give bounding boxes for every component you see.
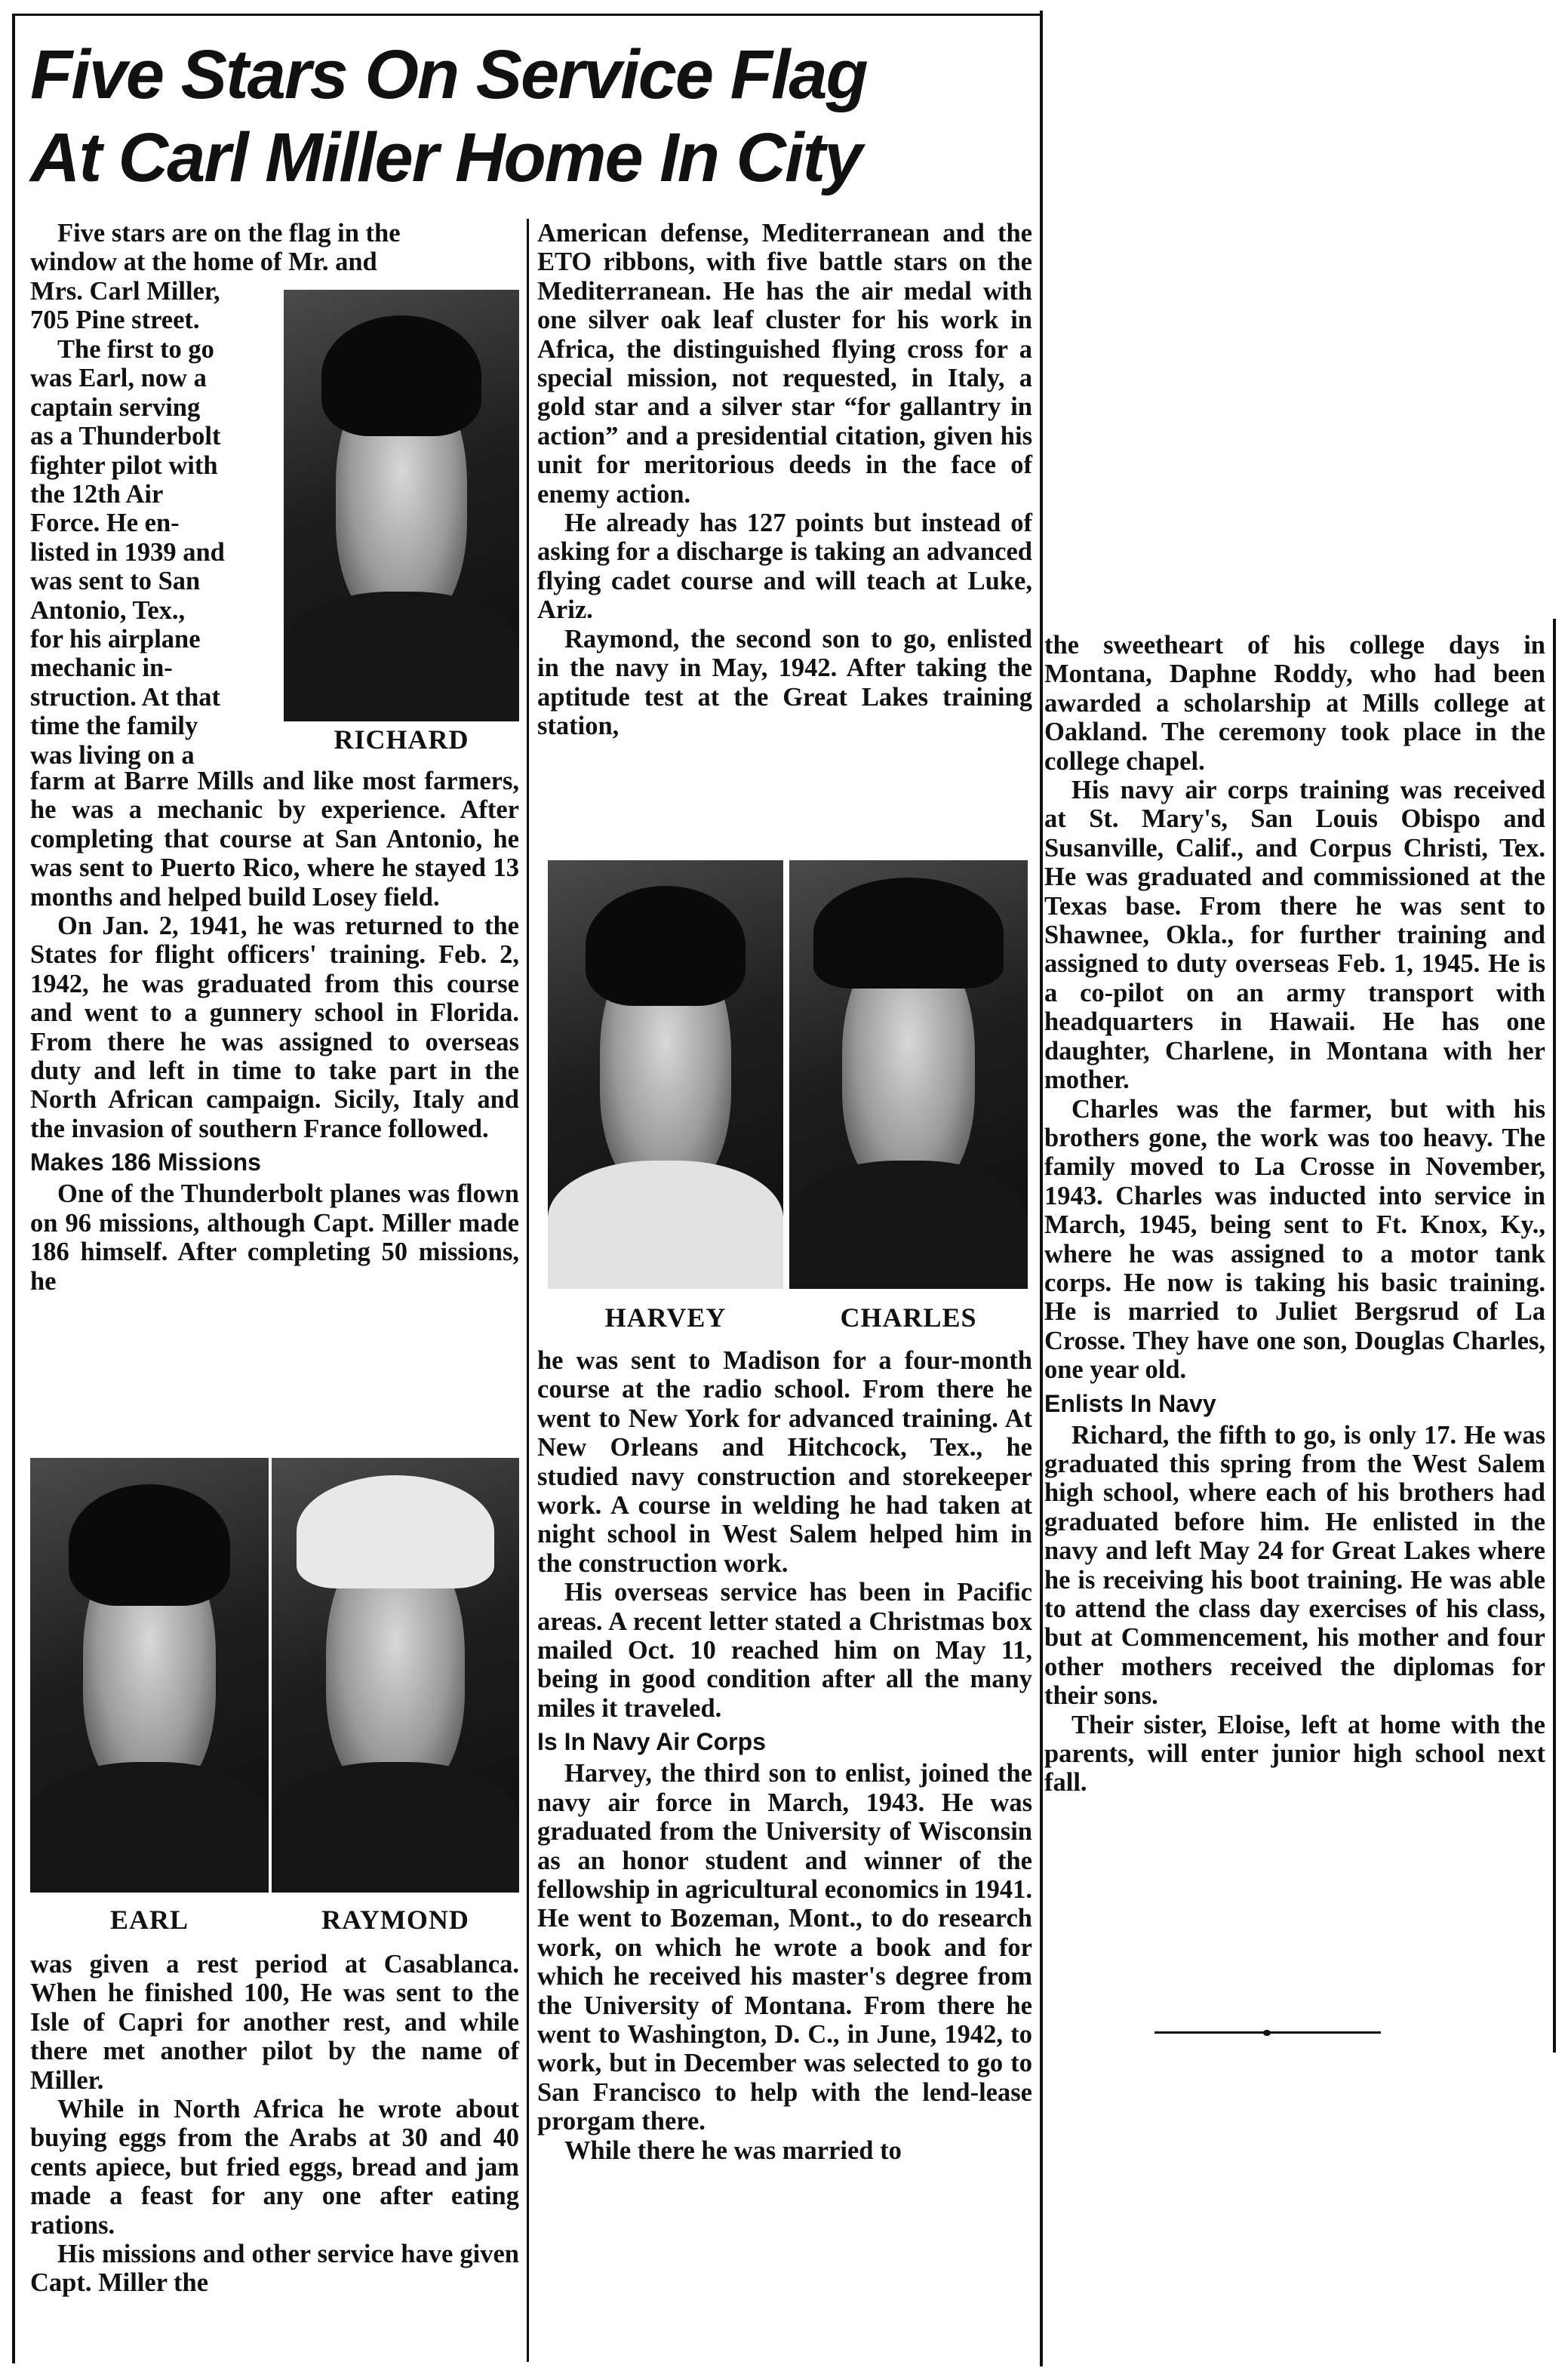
caption-charles: CHARLES — [840, 1302, 977, 1333]
col1-narrow-line: time the family — [30, 712, 198, 741]
col1-para: While in North Africa he wrote about buying eggs from the Arabs at 30 and 40 cents apiece, but fried eggs, bread and jam made a feast for any one after eating rations. — [30, 2095, 519, 2240]
portrait-shoulders — [548, 1161, 783, 1289]
caption-richard: RICHARD — [334, 724, 469, 755]
portrait-shoulders — [30, 1762, 269, 1893]
col3-para: His navy air corps training was received at St. Mary's, San Louis Obispo and Susanville, Calif., and Corpus Christi, Tex. He was graduated and commissioned at the Texas base. From there he was sent to Shawnee, Okla., for further training and assigned to duty overseas Feb. 1, 1945. He is a co-pilot on an army transport with headquarters in Hawaii. He has one daughter, Charlene, in Montana with her mother. — [1044, 776, 1545, 1095]
col2-para: His overseas service has been in Pacific areas. A recent letter stated a Christmas box mailed Oct. 10 reached him on May 11, being in good condition after all the many miles it traveled. — [537, 1578, 1032, 1723]
portrait-shoulders — [789, 1161, 1028, 1289]
col1-narrow-line: struction. At that — [30, 682, 221, 712]
col1-narrow-line: as a Thunderbolt — [30, 422, 221, 451]
column-1-narrow — [30, 335, 279, 770]
col1-narrow-line: mechanic in- — [30, 653, 173, 683]
col1-narrow-line: captain serving — [30, 392, 201, 422]
col2-subhead: Is In Navy Air Corps — [537, 1728, 766, 1756]
col1-line: Mrs. Carl Miller, — [30, 276, 220, 306]
col1-subhead: Makes 186 Missions — [30, 1149, 261, 1176]
col1-narrow-line: was living on a — [30, 740, 195, 770]
col2-para: He already has 127 points but instead of asking for a discharge is taking an advanced flying cadet course and will teach at Luke, Ariz. — [537, 509, 1032, 625]
col2-para: Raymond, the second son to go, enlisted in the navy in May, 1942. After taking the aptitude test at the Great Lakes training station, — [537, 624, 1032, 740]
col1-narrow-line: was Earl, now a — [30, 364, 207, 393]
col1-narrow-line: Antonio, Tex., — [30, 595, 186, 625]
col3-para: Their sister, Eloise, left at home with the parents, will enter junior high school next fall. — [1044, 1710, 1545, 1797]
col1-para: One of the Thunderbolt planes was flown on 96 missions, although Capt. Miller made 186 himself. After completing 50 missions, he — [30, 1179, 519, 1296]
end-of-article-mark — [1154, 2030, 1381, 2034]
headline — [30, 33, 1026, 199]
column-1-main — [30, 767, 519, 1296]
portrait-shoulders — [272, 1762, 519, 1893]
caption-earl: EARL — [109, 1905, 189, 1935]
column-rule-right-top — [1040, 11, 1043, 2366]
col3-para: Charles was the farmer, but with his brothers gone, the work was too heavy. The family moved to La Crosse in November, 1943. Charles was inducted into service in March, 1945, being sent to Ft. Knox, Ky., where he was assigned to a motor tank corps. He now is taking his basic training. He is married to Juliet Bergsrud of La Crosse. They have one son, Douglas Charles, one year old. — [1044, 1094, 1545, 1385]
col1-narrow-line: fighter pilot with — [30, 450, 218, 480]
column-2-top — [537, 219, 1032, 740]
col3-subhead: Enlists In Navy — [1044, 1389, 1216, 1417]
col2-para: Harvey, the third son to enlist, joined the navy air force in March, 1943. He was graduated from the University of Wisconsin as an honor student and winner of the fellowship in agricultural economics in 1941. He went to Bozeman, Mont., to do research work, on which he wrote a book and for which he received his master's degree from the University of Montana. From there he went to Washington, D. C., in June, 1942, to work, but in December was selected to go to San Francisco to help with the lend-lease prorgam there. — [537, 1759, 1032, 2136]
caption-harvey: HARVEY — [604, 1302, 727, 1333]
portrait-shoulders — [284, 592, 519, 721]
headline-line-2: At Carl Miller Home In City — [30, 119, 862, 196]
col1-narrow-line: listed in 1939 and — [30, 537, 225, 567]
col1-line: Five stars are on the flag in the — [57, 219, 401, 248]
portrait-hair — [321, 315, 481, 436]
col2-para: American defense, Mediterranean and the ETO ribbons, with five battle stars on the Mediterranean. He has the air medal with one silver oak leaf cluster for his work in Africa, the distinguished flying cross for a special mission, not requested, in Italy, a gold star and a silver star “for gallantry in action” and a presidential citation, given his unit for meritorious deeds in the face of enemy action. — [537, 219, 1032, 509]
col2-para: While there he was married to — [564, 2136, 902, 2165]
photo-richard — [284, 290, 519, 721]
column-rule-far-right — [1553, 619, 1556, 2053]
col1-narrow-line: Force. He en- — [30, 509, 180, 538]
portrait-hair — [69, 1484, 231, 1606]
col1-para: was given a rest period at Casablanca. When he finished 100, He was sent to the Isle of Capri for another rest, and while there met another pilot by the name of Miller. — [30, 1950, 519, 2095]
caption-raymond: RAYMOND — [321, 1905, 469, 1935]
col1-line: window at the home of Mr. and — [30, 248, 377, 277]
col2-para: he was sent to Madison for a four-month course at the radio school. From there he went to New York for advanced training. At New Orleans and Hitchcock, Tex., he studied navy construction and storekeeper work. A course in welding he had taken at night school in West Salem helped him in the construction work. — [537, 1346, 1032, 1578]
headline-line-1: Five Stars On Service Flag — [30, 36, 867, 113]
col1-narrow-line: the 12th Air — [30, 480, 164, 509]
top-rule — [12, 14, 1043, 16]
column-1-bottom — [30, 1950, 519, 2298]
sailor-cap — [297, 1475, 494, 1588]
col1-narrow-line: The first to go — [57, 335, 214, 364]
end-dot — [1263, 2030, 1271, 2036]
col1-para: On Jan. 2, 1941, he was returned to the States for flight officers' training. Feb. 2, 1942, he was graduated from this course and went to a gunnery school in Florida. From there he was assigned to overseas duty and left in time to take part in the North African campaign. Sicily, Italy and the invasion of southern France followed. — [30, 912, 519, 1143]
photo-raymond — [272, 1458, 519, 1893]
column-rule-middle — [527, 219, 529, 2362]
column-rule-left — [12, 15, 15, 2363]
photo-harvey — [548, 860, 783, 1289]
col1-narrow-line: was sent to San — [30, 567, 201, 596]
col1-para: His missions and other service have given Capt. Miller the — [30, 2240, 519, 2298]
photo-earl — [30, 1458, 269, 1893]
col1-narrow-line: for his airplane — [30, 625, 201, 654]
col1-line: 705 Pine street. — [30, 306, 200, 335]
col1-para: farm at Barre Mills and like most farmers, he was a mechanic by experience. After completing that course at San Antonio, he was sent to Puerto Rico, where he stayed 13 months and helped build Losey field. — [30, 767, 519, 912]
photo-charles — [789, 860, 1028, 1289]
col3-para: the sweetheart of his college days in Montana, Daphne Roddy, who had been awarded a scholarship at Mills college at Oakland. The ceremony took place in the college chapel. — [1044, 631, 1545, 776]
col3-para: Richard, the fifth to go, is only 17. He was graduated this spring from the West Salem high school, where each of his brothers had graduated before him. He enlisted in the navy and left May 24 for Great Lakes where he is receiving his boot training. He was able to attend the class day exercises of his class, but at Commencement, his mother and four other mothers received the diplomas for their sons. — [1044, 1420, 1545, 1711]
army-cap — [813, 878, 1004, 989]
column-2-bottom — [537, 1346, 1032, 2165]
portrait-hair — [586, 886, 746, 1006]
column-3 — [1044, 631, 1545, 1797]
